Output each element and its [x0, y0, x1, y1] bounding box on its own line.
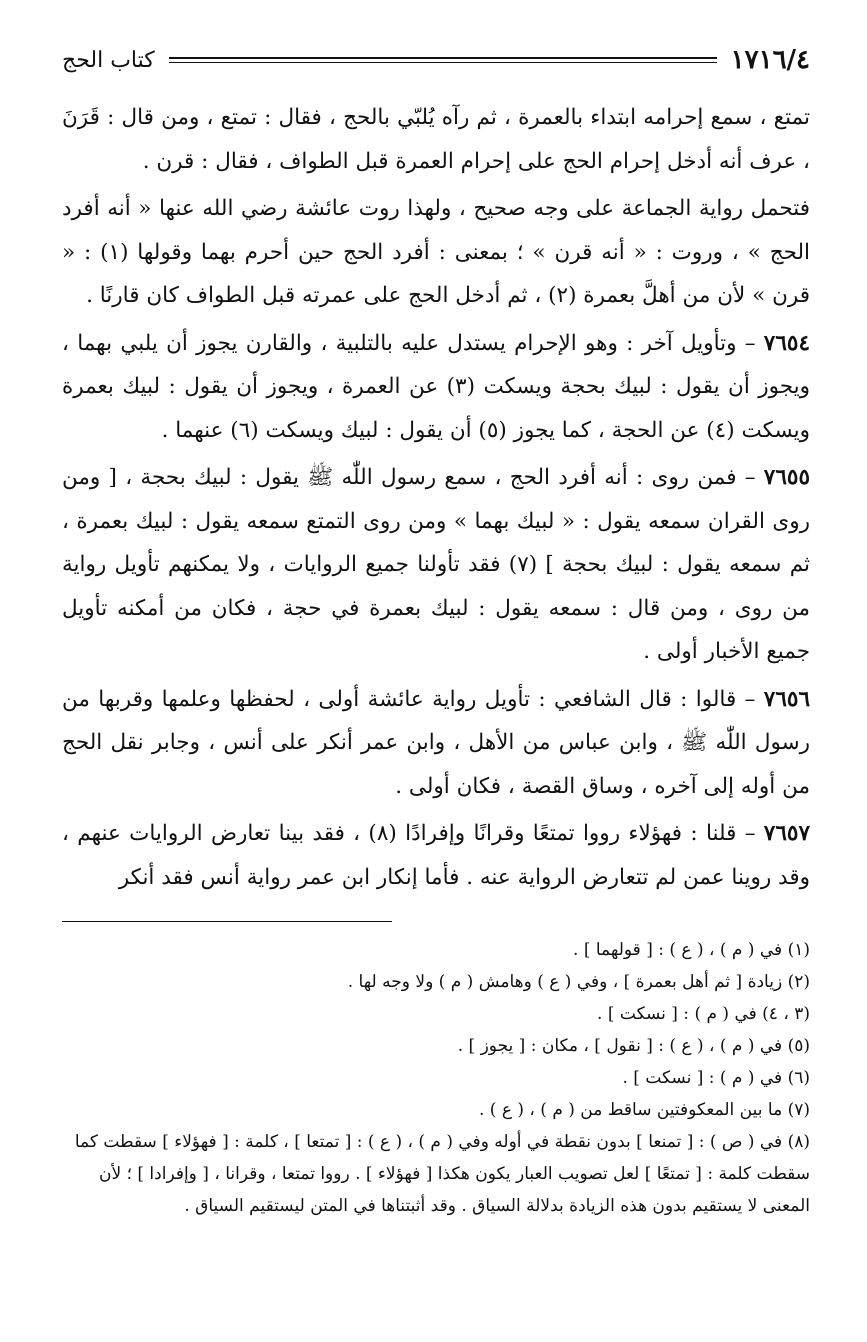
paragraph-number: ٧٦٥٧ — [763, 821, 810, 846]
footnotes — [62, 934, 810, 1222]
footnote: (٨) في ( ص ) : [ تمنعا ] بدون نقطة في أوله وفي ( م ) ، ( ع ) : [ تمتعا ] ، كلمة : [ فهؤلاء ] سقطت كما سقطت كلمة : [ تمتعًا ] لعل تصويب العبار يكون هكذا [ فهؤلاء ] . رووا تمتعا ، وقرانا ، [ وإفرادا ] ؛ لأن المعنى لا يستقيم بدون هذه الزيادة بدلالة السياق . وقد أثبتناها في المتن ليستقيم السياق . — [74, 1132, 810, 1216]
paragraph-text: – قالوا : قال الشافعي : تأويل رواية عائشة أولى ، لحفظها وعلمها وقربها من رسول اللّٰه ﷺ ، وابن عباس من الأهل ، وابن عمر أنكر على أنس ، وجابر نقل الحج من أوله إلى آخره ، وساق القصة ، فكان أولى . — [62, 686, 810, 799]
paragraph — [62, 96, 810, 183]
book-page — [62, 38, 810, 1222]
footnote: (٢) زيادة [ ثم أهل بعمرة ] ، وفي ( ع ) وهامش ( م ) ولا وجه لها . — [347, 972, 810, 992]
paragraph-number: ٧٦٥٦ — [763, 686, 810, 712]
book-title: كتاب الحج — [62, 47, 155, 73]
paragraph — [62, 456, 810, 674]
footnote: (١) في ( م ) ، ( ع ) : [ قولهما ] . — [573, 940, 810, 960]
paragraph — [62, 812, 810, 899]
footnote-separator — [62, 921, 392, 922]
footnote: (٥) في ( م ) ، ( ع ) : [ نقول ] ، مكان : [ يجوز ] . — [457, 1036, 810, 1056]
footnote: (٦) في ( م ) : [ نسكت ] . — [622, 1068, 810, 1088]
running-header — [62, 38, 810, 82]
paragraph — [62, 678, 810, 809]
main-text — [62, 96, 810, 899]
paragraph-number: ٧٦٥٥ — [763, 465, 810, 490]
paragraph-text: فتحمل رواية الجماعة على وجه صحيح ، ولهذا روت عائشة رضي الله عنها « أنه أفرد الحج » ، وروت : « أنه قرن » ؛ بمعنى : أفرد الحج حين أحرم بهما وقولها (١) : « قرن » لأن من أهلَّ بعمرة (٢) ، ثم أدخل الحج على عمرته قبل الطواف كان قارنًا . — [62, 196, 810, 308]
paragraph-text: – فمن روى : أنه أفرد الحج ، سمع رسول اللّٰه ﷺ يقول : لبيك بحجة ، [ ومن روى القران سمعه يقول : « لبيك بهما » ومن روى التمتع سمعه يقول : لبيك بعمرة ، ثم سمعه يقول : لبيك بحجة ] (٧) فقد تأولنا جميع الروايات ، ولا يمكنهم تأويل رواية من روى ، ومن قال : سمعه يقول : لبيك بعمرة في حجة ، فكان من أمكنه تأويل جميع الأخبار أولى . — [62, 465, 810, 664]
page-number: ١٧١٦/٤ — [730, 45, 810, 75]
header-rule — [169, 57, 717, 63]
paragraph-text: تمتع ، سمع إحرامه ابتداء بالعمرة ، ثم رآه يُلبّي بالحج ، فقال : تمتع ، ومن قال : قَرَنَ ، عرف أنه أدخل إحرام الحج على إحرام العمرة قبل الطواف ، فقال : قرن . — [62, 105, 810, 174]
paragraph-number: ٧٦٥٤ — [763, 330, 810, 356]
paragraph — [62, 322, 810, 453]
paragraph — [62, 187, 810, 318]
paragraph-text: – قلنا : فهؤلاء رووا تمتعًا وقرانًا وإفرادًا (٨) ، فقد بينا تعارض الروايات عنهم ، وقد روينا عمن لم تتعارض الرواية عنه . فأما إنكار ابن عمر رواية أنس فقد أنكر — [62, 821, 810, 890]
paragraph-text: – وتأويل آخر : وهو الإحرام يستدل عليه بالتلبية ، والقارن يجوز أن يلبي بهما ، ويجوز أن يقول : لبيك بحجة ويسكت (٣) عن العمرة ، ويجوز أن يقول : لبيك بعمرة ويسكت (٤) عن الحجة ، كما يجوز (٥) أن يقول : لبيك ويسكت (٦) عنهما . — [62, 330, 810, 443]
footnote: (٣ ، ٤) في ( م ) : [ نسكت ] . — [597, 1004, 810, 1024]
footnote: (٧) ما بين المعكوفتين ساقط من ( م ) ، ( ع ) . — [478, 1100, 810, 1120]
